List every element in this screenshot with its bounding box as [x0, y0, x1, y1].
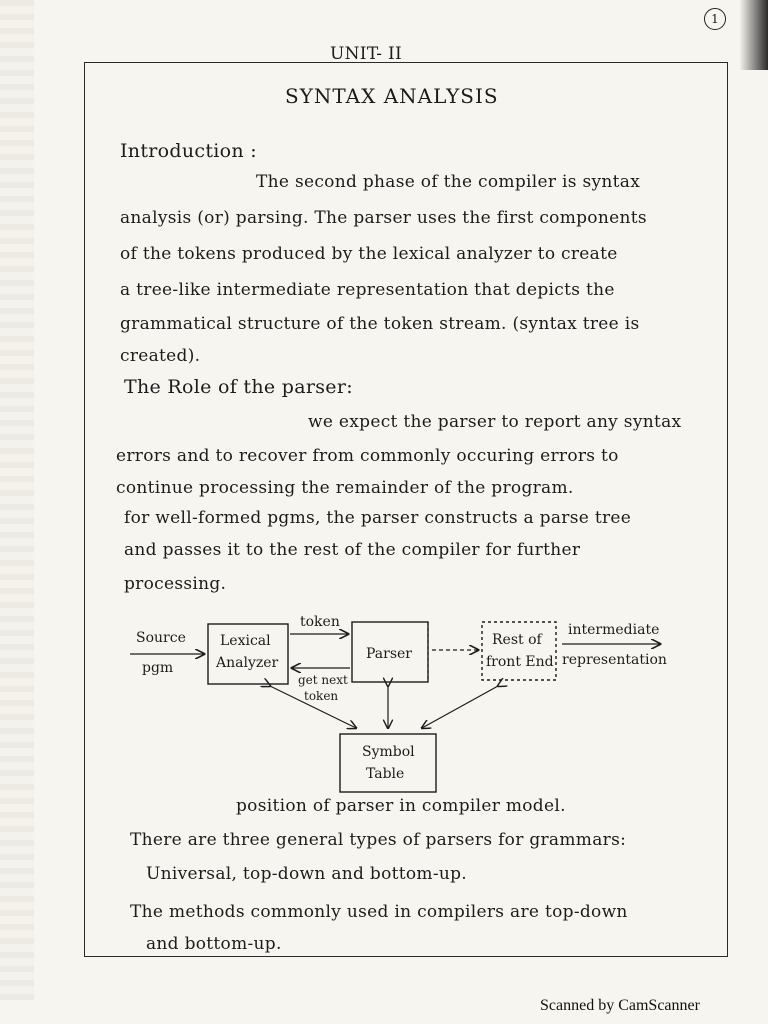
rest-of-front-end-box — [482, 622, 556, 680]
closing-line-2: Universal, top-down and bottom-up. — [146, 864, 468, 884]
diagram-caption: position of parser in compiler model. — [236, 796, 566, 816]
rest-label-1: Rest of — [492, 632, 542, 648]
symbol-label-2: Table — [366, 766, 405, 782]
role-line-2: errors and to recover from commonly occuring errors to — [116, 446, 619, 466]
role-heading: The Role of the parser: — [124, 376, 353, 398]
token-label: token — [300, 614, 340, 630]
lexical-label-2: Analyzer — [216, 655, 279, 671]
symbol-label-1: Symbol — [362, 744, 415, 760]
intro-line-5: grammatical structure of the token stream. (syntax tree is — [120, 314, 640, 334]
role-line-1: we expect the parser to report any syntax — [308, 412, 682, 432]
rest-symbol-arrow — [422, 686, 498, 728]
page-number-badge: 1 — [704, 8, 726, 30]
intro-line-3: of the tokens produced by the lexical analyzer to create — [120, 244, 618, 264]
closing-line-1: There are three general types of parsers for grammars: — [130, 830, 627, 850]
intermediate-label-1: intermediate — [568, 622, 660, 638]
role-line-3: continue processing the remainder of the program. — [116, 478, 574, 498]
pgm-label: pgm — [142, 660, 174, 676]
intro-line-2: analysis (or) parsing. The parser uses the first components — [120, 208, 647, 228]
role-line-5: and passes it to the rest of the compiler for further — [124, 540, 581, 560]
parser-diagram — [120, 612, 680, 802]
intro-line-1: The second phase of the compiler is syntax — [256, 172, 641, 192]
intro-line-4: a tree-like intermediate representation that depicts the — [120, 280, 615, 300]
intro-line-6: created). — [120, 346, 201, 366]
rest-label-2: front End — [486, 654, 554, 670]
source-label: Source — [136, 630, 186, 646]
page-edge-shadow — [740, 0, 768, 70]
scanner-watermark: Scanned by CamScanner — [540, 997, 700, 1014]
intermediate-label-2: representation — [562, 652, 667, 668]
get-next-label-2: token — [304, 689, 339, 703]
symbol-table-box — [340, 734, 436, 792]
role-line-4: for well-formed pgms, the parser constructs a parse tree — [124, 508, 632, 528]
unit-heading: UNIT- II — [330, 44, 403, 64]
closing-line-3: The methods commonly used in compilers are top-down — [130, 902, 628, 922]
intro-heading: Introduction : — [120, 140, 257, 162]
role-line-6: processing. — [124, 574, 227, 594]
lexical-label-1: Lexical — [220, 633, 271, 649]
get-next-label-1: get next — [298, 673, 348, 687]
binding-edge — [0, 0, 34, 1000]
closing-line-4: and bottom-up. — [146, 934, 282, 954]
page-title: SYNTAX ANALYSIS — [285, 84, 499, 108]
parser-label: Parser — [366, 646, 412, 662]
